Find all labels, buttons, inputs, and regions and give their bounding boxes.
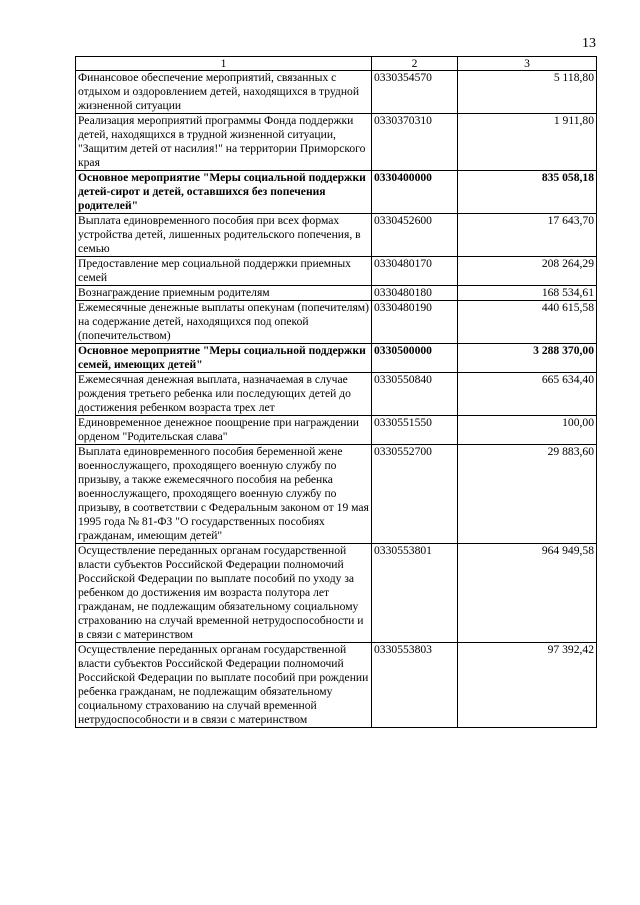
row-amount-cell: 440 615,58 [458,301,597,344]
row-amount-cell: 100,00 [458,416,597,445]
row-amount-cell: 665 634,40 [458,373,597,416]
row-name-cell: Основное мероприятие "Меры социальной поддержки семей, имеющих детей" [76,344,372,373]
table-row [76,643,597,728]
row-name-cell: Вознаграждение приемным родителям [76,286,372,301]
row-name-cell: Осуществление переданных органам государственной власти субъектов Российской Федерации полномочий Российской Федерации по выплате пособий по уходу за ребенком до достижения им возраста полутора лет гражданам, не подлежащим обязательному социальному страхованию на случай временной нетрудоспособности и в связи с материнством [76,544,372,643]
row-amount-cell: 835 058,18 [458,171,597,214]
row-code-cell: 0330550840 [372,373,458,416]
row-amount-cell: 208 264,29 [458,257,597,286]
row-amount-cell: 17 643,70 [458,214,597,257]
row-amount-cell: 29 883,60 [458,445,597,544]
row-amount-cell: 168 534,61 [458,286,597,301]
row-code-cell: 0330480170 [372,257,458,286]
table-row [76,344,597,373]
table-row [76,445,597,544]
row-code-cell: 0330480190 [372,301,458,344]
row-name-cell: Финансовое обеспечение мероприятий, связанных с отдыхом и оздоровлением детей, находящихся в трудной жизненной ситуации [76,71,372,114]
table-row [76,373,597,416]
row-name-cell: Ежемесячная денежная выплата, назначаемая в случае рождения третьего ребенка или последующих детей до достижения ребенком возраста трех лет [76,373,372,416]
column-header-amount: 3 [458,57,597,71]
row-code-cell: 0330370310 [372,114,458,171]
column-header-name: 1 [76,57,372,71]
row-amount-cell: 5 118,80 [458,71,597,114]
row-code-cell: 0330551550 [372,416,458,445]
row-code-cell: 0330553803 [372,643,458,728]
row-name-cell: Единовременное денежное поощрение при награждении орденом "Родительская слава" [76,416,372,445]
table-row [76,114,597,171]
row-name-cell: Предоставление мер социальной поддержки приемных семей [76,257,372,286]
row-amount-cell: 97 392,42 [458,643,597,728]
row-code-cell: 0330552700 [372,445,458,544]
table-row [76,416,597,445]
table-row [76,544,597,643]
row-code-cell: 0330480180 [372,286,458,301]
row-name-cell: Выплата единовременного пособия при всех формах устройства детей, лишенных родительского попечения, в семью [76,214,372,257]
table-body [76,71,597,728]
row-name-cell: Выплата единовременного пособия беременной жене военнослужащего, проходящего военную службу по призыву, а также ежемесячного пособия на ребенка военнослужащего, проходящего военную службу по призыву, в соответствии с Федеральным законом от 19 мая 1995 года № 81-ФЗ "О государственных пособиях гражданам, имеющим детей" [76,445,372,544]
row-code-cell: 0330354570 [372,71,458,114]
row-code-cell: 0330500000 [372,344,458,373]
row-amount-cell: 3 288 370,00 [458,344,597,373]
row-code-cell: 0330452600 [372,214,458,257]
budget-table [75,56,597,728]
table-row [76,301,597,344]
page-number: 13 [582,36,596,51]
row-code-cell: 0330553801 [372,544,458,643]
table-header-row [76,57,597,71]
row-name-cell: Осуществление переданных органам государственной власти субъектов Российской Федерации полномочий Российской Федерации по выплате пособий при рождении ребенка гражданам, не подлежащим обязательному социальному страхованию на случай временной нетрудоспособности и в связи с материнством [76,643,372,728]
row-amount-cell: 1 911,80 [458,114,597,171]
table-row [76,71,597,114]
row-code-cell: 0330400000 [372,171,458,214]
row-name-cell: Ежемесячные денежные выплаты опекунам (попечителям) на содержание детей, находящихся под опекой (попечительством) [76,301,372,344]
table-row [76,257,597,286]
row-name-cell: Основное мероприятие "Меры социальной поддержки детей-сирот и детей, оставшихся без попечения родителей" [76,171,372,214]
row-amount-cell: 964 949,58 [458,544,597,643]
table-row [76,171,597,214]
column-header-code: 2 [372,57,458,71]
row-name-cell: Реализация мероприятий программы Фонда поддержки детей, находящихся в трудной жизненной ситуации, "Защитим детей от насилия!" на территории Приморского края [76,114,372,171]
table-row [76,286,597,301]
table-row [76,214,597,257]
